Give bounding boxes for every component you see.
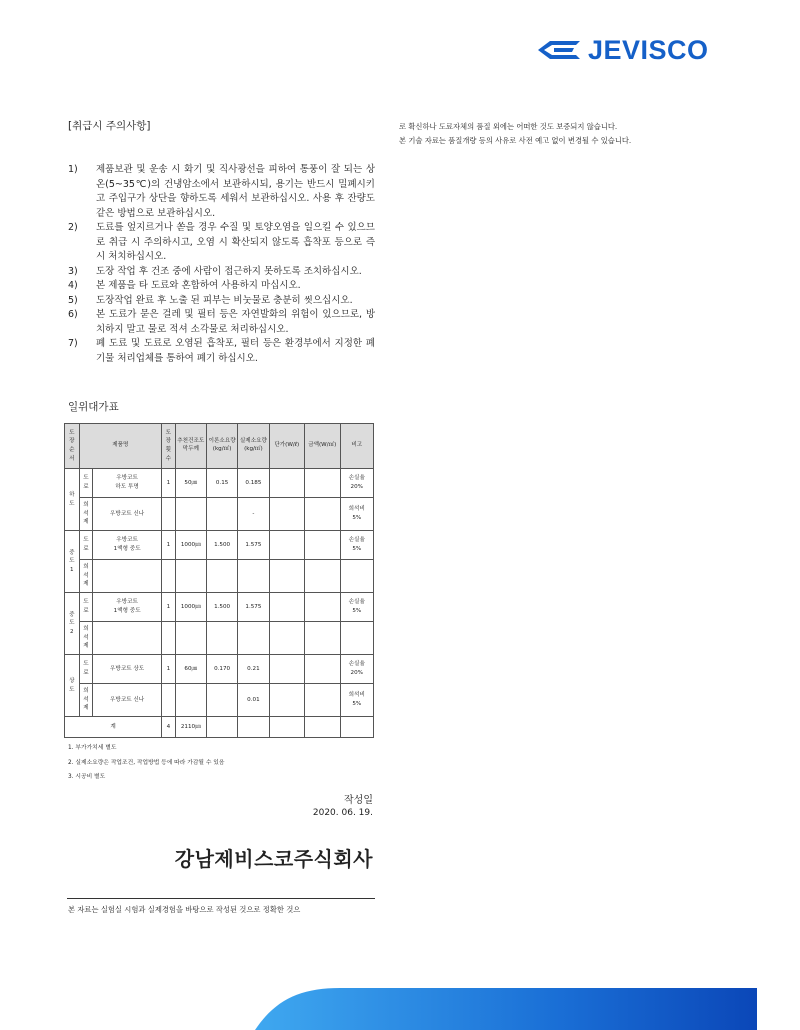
list-item (68, 294, 375, 309)
empty-cell (269, 717, 304, 738)
cell-remark (340, 560, 373, 593)
cell-product-name: 우방코트 신나 (93, 498, 162, 531)
cell-thickness (175, 684, 206, 717)
continued-line: 본 기술 자료는 품질개량 등의 사유로 사전 예고 없이 변경될 수 있습니다. (399, 136, 632, 145)
cell-unit-price (269, 531, 304, 560)
header-unit-price: 단가(W/ℓ) (269, 424, 304, 469)
precautions-section (68, 118, 375, 366)
total-thickness: 2110㎛ (175, 717, 206, 738)
cell-remark: 희석비 5% (340, 498, 373, 531)
table-total-row (65, 717, 374, 738)
header-coats: 도장횟수 (162, 424, 176, 469)
cell-coats: 1 (162, 531, 176, 560)
cost-table (64, 423, 374, 738)
jevisco-logo-icon (536, 37, 582, 63)
cell-stage: 중도2 (65, 593, 80, 655)
company-name: 강남제비스코주식회사 (174, 847, 373, 871)
cell-thickness: 1000㎛ (175, 593, 206, 622)
empty-cell (305, 717, 340, 738)
cell-amount (305, 622, 340, 655)
cell-actual: - (238, 498, 269, 531)
cell-amount (305, 498, 340, 531)
note-item: 2. 실제소요량은 작업조건, 작업방법 등에 따라 가감될 수 있음 (68, 759, 225, 766)
cell-amount (305, 469, 340, 498)
cell-product-name (93, 622, 162, 655)
cell-remark: 희석비 5% (340, 684, 373, 717)
list-item (68, 221, 375, 265)
continued-text (399, 120, 729, 148)
note-item: 3. 시공비 별도 (68, 774, 106, 780)
cell-thickness (175, 560, 206, 593)
cell-actual: 1.575 (238, 593, 269, 622)
cell-theory: 0.15 (206, 469, 237, 498)
item-number: 2) (68, 222, 78, 233)
table-row (65, 655, 374, 684)
cell-thickness: 50㎛ (175, 469, 206, 498)
item-number: 5) (68, 294, 78, 306)
disclaimer-text: 본 자료는 실험실 시험과 실제경험을 바탕으로 작성된 것으로 정확한 것으 (68, 905, 301, 914)
cell-coats (162, 684, 176, 717)
empty-cell (340, 717, 373, 738)
cell-thickness (175, 498, 206, 531)
item-text: 폐 도료 및 도료로 오염된 흡착포, 필터 등은 환경부에서 지정한 폐기물 처리업체를 통하여 폐기 하십시오. (96, 338, 375, 364)
header-product: 제품명 (79, 424, 161, 469)
date-value: 2020. 06. 19. (312, 808, 373, 818)
item-text: 도장작업 완료 후 노출 된 피부는 비눗물로 충분히 씻으십시오. (96, 294, 353, 306)
cell-remark: 손실율 5% (340, 593, 373, 622)
table-row (65, 560, 374, 593)
cell-theory (206, 560, 237, 593)
cell-type: 희석제 (79, 498, 93, 531)
cell-unit-price (269, 498, 304, 531)
cell-amount (305, 560, 340, 593)
table-row (65, 622, 374, 655)
table-row (65, 593, 374, 622)
cell-coats (162, 622, 176, 655)
cell-stage: 하도 (65, 469, 80, 531)
item-text: 본 도료가 묻은 걸레 및 필터 등은 자연발화의 위험이 있으므로, 방치하지 말고 물로 적셔 소각물로 처리하십시오. (96, 309, 375, 335)
divider (67, 898, 375, 899)
cell-actual (238, 622, 269, 655)
item-number: 3) (68, 265, 78, 277)
table-row (65, 498, 374, 531)
cell-unit-price (269, 469, 304, 498)
item-text: 도장 작업 후 건조 중에 사람이 접근하지 못하도록 조치하십시오. (96, 265, 362, 277)
cell-coats: 1 (162, 593, 176, 622)
cell-unit-price (269, 560, 304, 593)
item-number: 7) (68, 338, 78, 349)
cell-theory: 1.500 (206, 531, 237, 560)
cell-remark: 손실율 20% (340, 655, 373, 684)
cell-unit-price (269, 622, 304, 655)
table-row (65, 684, 374, 717)
cell-theory (206, 684, 237, 717)
cell-type: 희석제 (79, 560, 93, 593)
table-row (65, 531, 374, 560)
cell-type: 도료 (79, 655, 93, 684)
cell-type: 희석제 (79, 684, 93, 717)
cell-actual: 1.575 (238, 531, 269, 560)
cell-actual: 0.185 (238, 469, 269, 498)
item-number: 1) (68, 164, 78, 175)
cell-type: 도료 (79, 593, 93, 622)
cell-product-name: 우방코트 상도 (93, 655, 162, 684)
total-coats: 4 (162, 717, 176, 738)
total-label: 계 (65, 717, 162, 738)
cell-amount (305, 655, 340, 684)
cell-amount (305, 684, 340, 717)
cell-actual: 0.01 (238, 684, 269, 717)
cell-stage: 상도 (65, 655, 80, 717)
list-item (68, 265, 375, 280)
list-item (68, 337, 375, 366)
cell-remark (340, 622, 373, 655)
cell-unit-price (269, 593, 304, 622)
cell-remark: 손실율 20% (340, 469, 373, 498)
cell-remark: 손실율 5% (340, 531, 373, 560)
header-stage: 도장순서 (65, 424, 80, 469)
cell-actual: 0.21 (238, 655, 269, 684)
empty-cell (238, 717, 269, 738)
precautions-list (68, 163, 375, 366)
note-item: 1. 부가가치세 별도 (68, 745, 117, 751)
cell-coats: 1 (162, 469, 176, 498)
item-number: 6) (68, 309, 78, 320)
cell-thickness (175, 622, 206, 655)
precautions-title: [취급시 주의사항] (68, 120, 151, 132)
cell-coats (162, 498, 176, 531)
table-row (65, 469, 374, 498)
cell-theory: 0.170 (206, 655, 237, 684)
item-number: 4) (68, 280, 78, 291)
cell-theory (206, 498, 237, 531)
continued-line: 로 확신하나 도료자체의 품질 외에는 어떠한 것도 보증되지 않습니다. (399, 122, 618, 131)
cell-product-name: 우방코트 하도 투명 (93, 469, 162, 498)
date-label: 작성일 (344, 795, 373, 806)
cell-unit-price (269, 684, 304, 717)
table-title: 일위대가표 (68, 401, 119, 413)
cell-thickness: 1000㎛ (175, 531, 206, 560)
cell-theory: 1.500 (206, 593, 237, 622)
item-text: 제품보관 및 운송 시 화기 및 직사광선을 피하여 통풍이 잘 되는 상온(5~35℃)의 건냉암소에서 보관하시되, 용기는 반드시 밀폐시키고 주입구가 상단을 향하도록 세워서 보관하십시오. 사용 후 잔량도 같은 방법으로 보관하십시오. (96, 164, 375, 219)
table-header-row (65, 424, 374, 469)
cell-theory (206, 622, 237, 655)
cell-coats (162, 560, 176, 593)
cell-type: 도료 (79, 531, 93, 560)
cell-amount (305, 593, 340, 622)
cell-actual (238, 560, 269, 593)
cost-table-body (65, 469, 374, 717)
item-text: 도료를 엎지르거나 쏟을 경우 수질 및 토양오염을 일으킬 수 있으므로 취급 시 주의하시고, 오염 시 확산되지 않도록 흡착포 등으로 즉시 처치하십시오. (96, 222, 375, 262)
header-theory: 이론소요량 (kg/㎡) (206, 424, 237, 469)
header-actual: 실제소요량 (kg/㎡) (238, 424, 269, 469)
cell-type: 도료 (79, 469, 93, 498)
cell-product-name: 우방코트 신나 (93, 684, 162, 717)
cell-unit-price (269, 655, 304, 684)
list-item (68, 163, 375, 221)
header-thickness: 추천건조도막두께 (175, 424, 206, 469)
cell-stage: 중도1 (65, 531, 80, 593)
cell-product-name (93, 560, 162, 593)
header-amount: 금액(W/㎡) (305, 424, 340, 469)
cell-amount (305, 531, 340, 560)
list-item (68, 279, 375, 294)
footer-wave-decoration (0, 960, 800, 1030)
brand-name: JEVISCO (588, 34, 709, 65)
empty-cell (206, 717, 237, 738)
header-remark: 비고 (340, 424, 373, 469)
cell-thickness: 60㎛ (175, 655, 206, 684)
list-item (68, 308, 375, 337)
table-notes (68, 741, 225, 785)
cell-product-name: 우방코트 1액형 중도 (93, 531, 162, 560)
brand-logo (536, 33, 716, 67)
cell-type: 희석제 (79, 622, 93, 655)
cell-coats: 1 (162, 655, 176, 684)
cell-product-name: 우방코트 1액형 중도 (93, 593, 162, 622)
item-text: 본 제품을 타 도료와 혼합하여 사용하지 마십시오. (96, 280, 301, 291)
